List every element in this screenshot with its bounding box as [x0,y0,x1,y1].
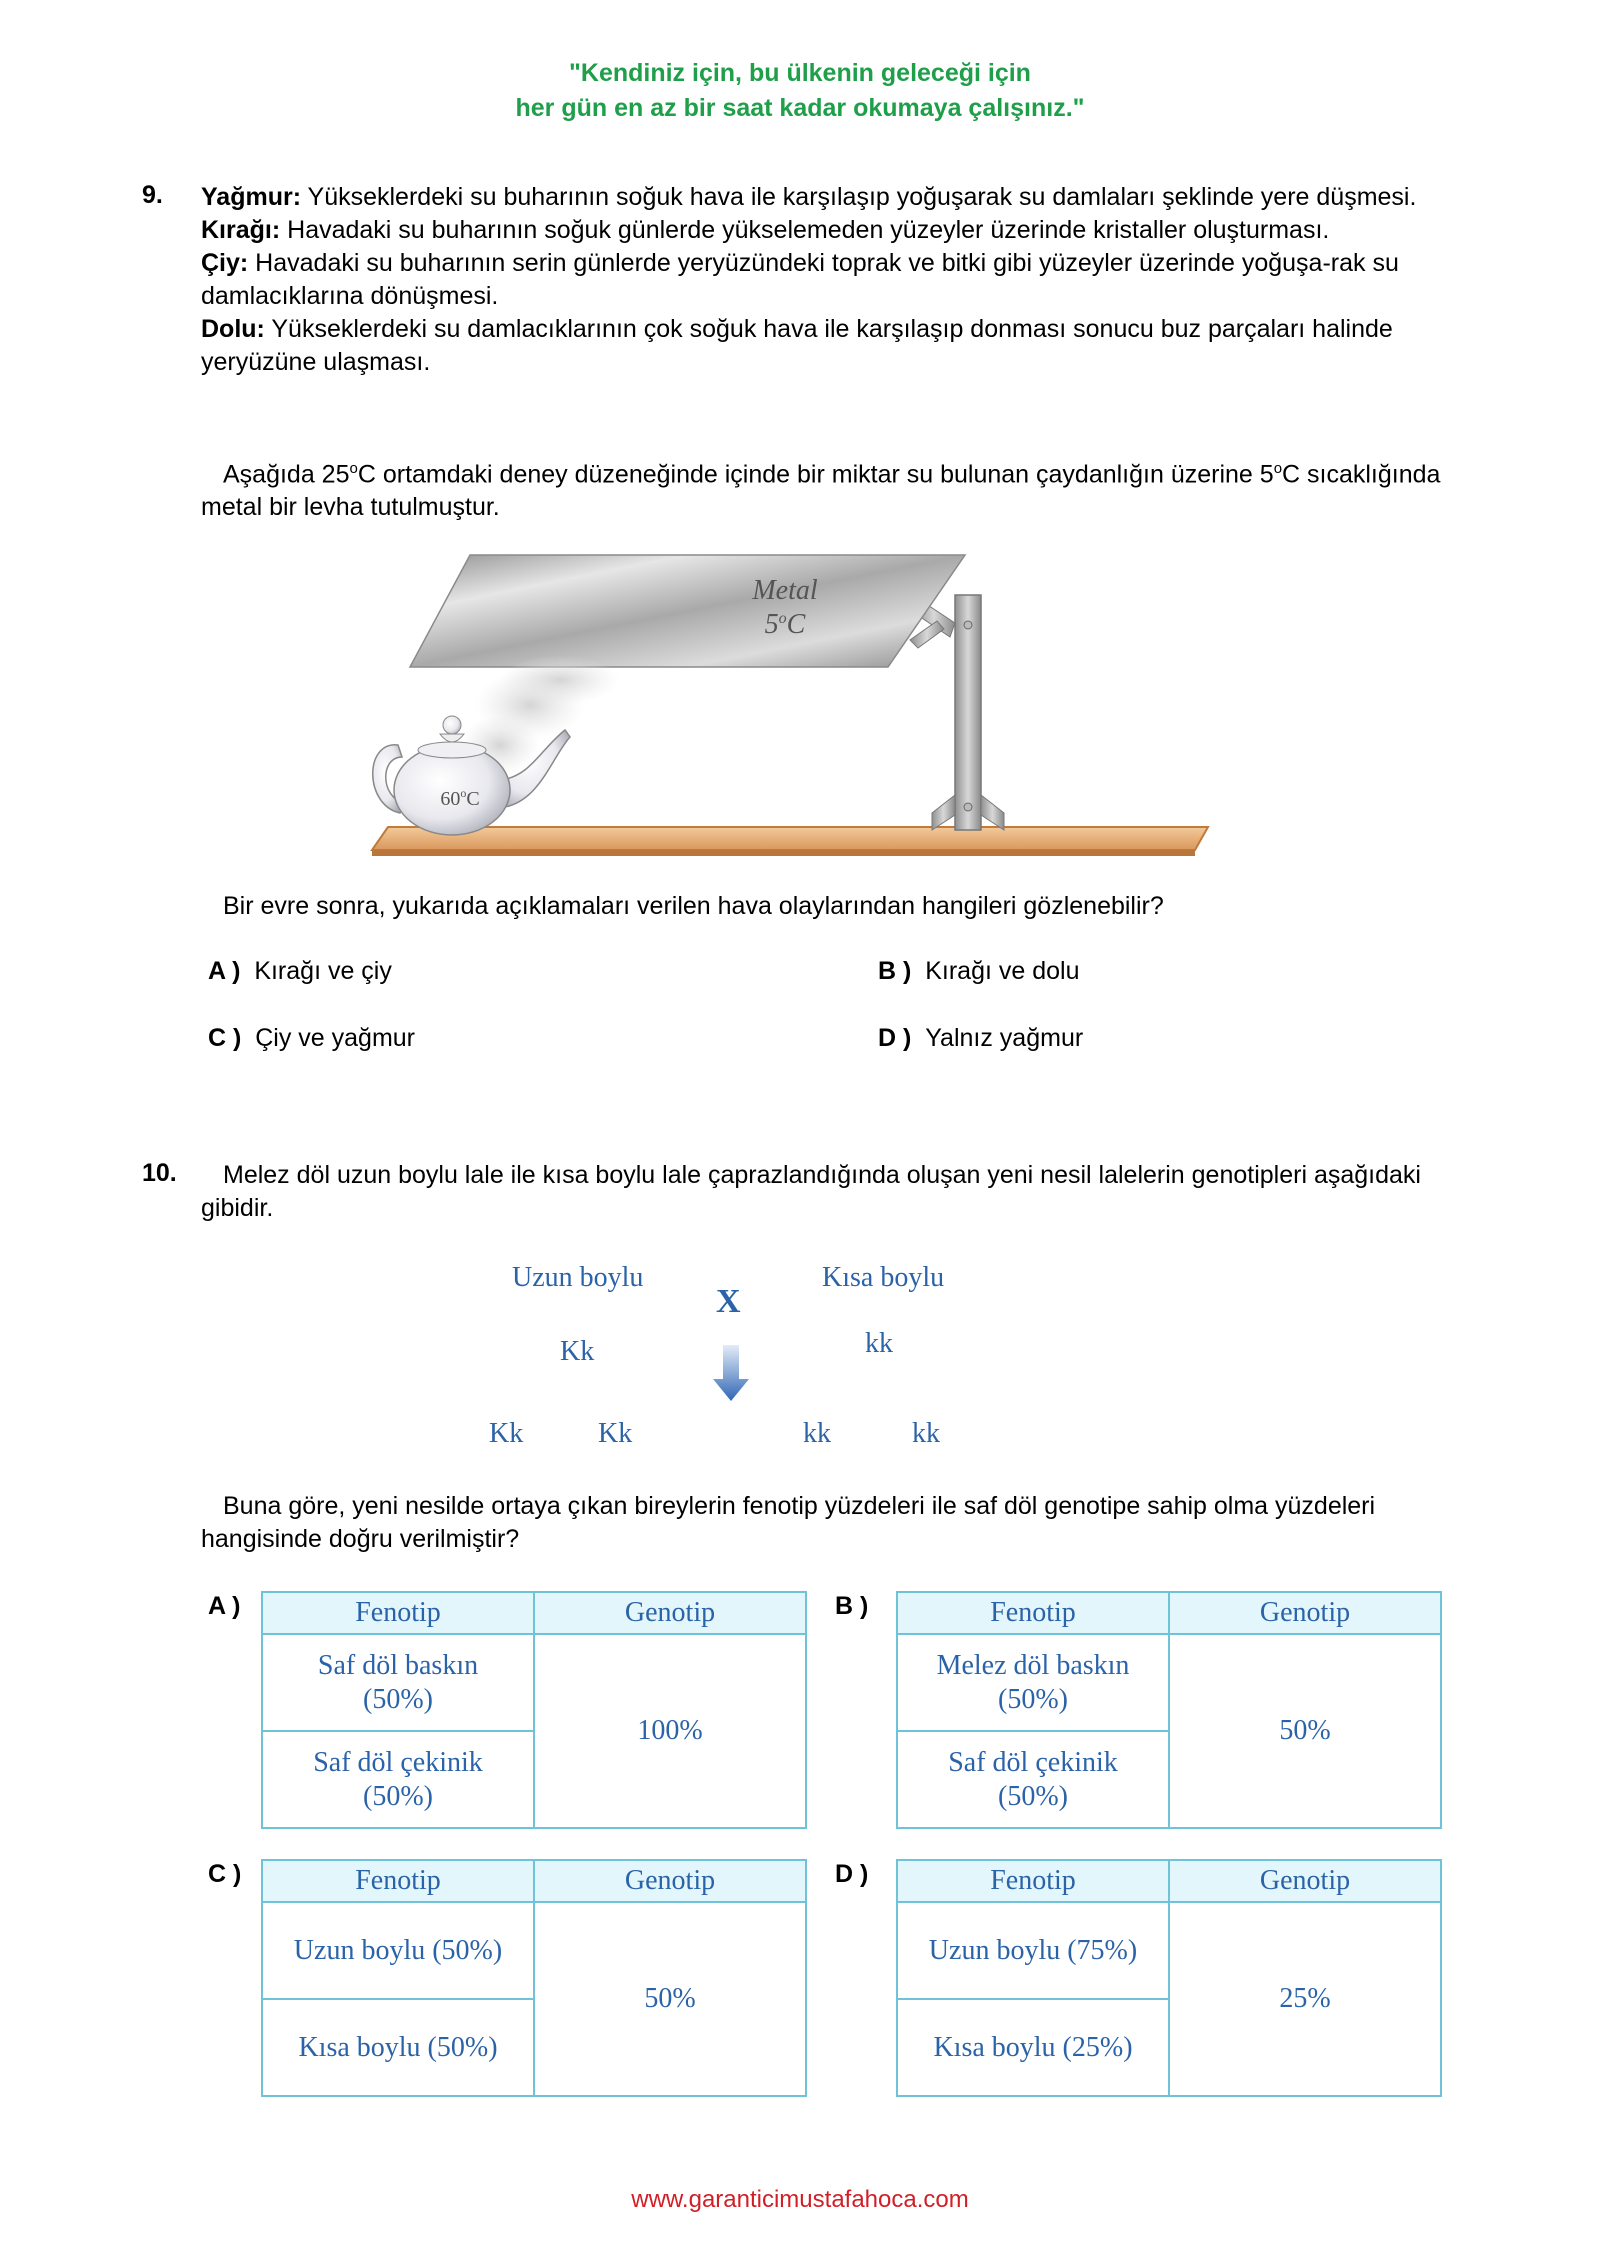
parent-1-genotype: Kk [560,1336,595,1367]
motto-line-1: "Kendiniz için, bu ülkenin geleceği için [569,59,1031,87]
question-9-prompt: Bir evre sonra, yukarıda açıklamaları verilen hava olaylarından hangileri gözlenebilir? [223,892,1164,920]
option-10-a-table[interactable] [261,1591,807,1829]
definition-yagmur: Yağmur: Yükseklerdeki su buharının soğuk hava ile karşılaşıp yoğuşarak su damlaları şeklinde yere düşmesi. [201,183,1417,211]
motto-line-2: her gün en az bir saat kadar okumaya çalışınız." [515,94,1085,122]
question-10-stem: Melez döl uzun boylu lale ile kısa boylu lale çaprazlandığında oluşan yeni nesil lalelerin genotipleri aşağıdaki gibidir. [201,1161,1421,1222]
phenotype-header: Fenotip [897,1860,1169,1902]
down-arrow-icon [711,1345,751,1401]
phenotype-row-2: Saf döl çekinik (50%) [897,1731,1169,1828]
metal-stand [910,595,1004,830]
definition-kiragi: Kırağı: Havadaki su buharının soğuk günlerde yükselemeden yüzeyler üzerinde kristaller oluşturması. [201,216,1330,244]
question-9-number: 9. [142,181,163,209]
kettle-temperature: 60$^o$C [440,786,480,810]
offspring-2: Kk [598,1418,633,1449]
cross-symbol: X [716,1283,741,1320]
experiment-figure [360,545,1210,875]
genotype-header: Genotip [1169,1860,1441,1902]
option-9-a[interactable]: A ) Kırağı ve çiy [208,957,392,985]
motto-header [0,56,1600,126]
option-10-d-letter: D ) [835,1860,869,1888]
genotype-value: 100% [534,1634,806,1828]
option-10-b-letter: B ) [835,1592,869,1620]
genotype-value: 50% [1169,1634,1441,1828]
footer-link[interactable]: www.garanticimustafahoca.com [631,2186,969,2213]
definition-ciy: Çiy: Havadaki su buharının serin günlerde yeryüzündeki toprak ve bitki gibi yüzeyler üzerinde yoğuşa-rak su damlacıklarına dönüşmesi. [201,249,1399,310]
genotype-value: 25% [1169,1902,1441,2096]
metal-label: Metal [752,575,818,606]
option-9-c[interactable]: C ) Çiy ve yağmur [208,1024,415,1052]
option-10-c-letter: C ) [208,1860,242,1888]
metal-plate [410,555,965,667]
option-9-b[interactable]: B ) Kırağı ve dolu [878,957,1080,985]
phenotype-row-2: Kısa boylu (25%) [897,1999,1169,2096]
wooden-board [372,827,1208,856]
parent-1-label: Uzun boylu [512,1262,644,1293]
definition-dolu: Dolu: Yükseklerdeki su damlacıklarının çok soğuk hava ile karşılaşıp donması sonucu buz parçaları halinde yeryüzüne ulaşması. [201,315,1393,376]
offspring-3: kk [803,1418,831,1449]
experiment-intro: Aşağıda 25$^o$C ortamdaki deney düzeneğinde içinde bir miktar su bulunan çaydanlığın üzerine 5$^o$C sıcaklığında metal bir levha tutulmuştur. [201,460,1441,522]
parent-2-genotype: kk [865,1328,893,1359]
phenotype-row-1: Saf döl baskın (50%) [262,1634,534,1731]
parent-2-label: Kısa boylu [822,1262,945,1293]
option-9-d[interactable]: D ) Yalnız yağmur [878,1024,1084,1052]
phenotype-row-1: Uzun boylu (50%) [262,1902,534,1999]
option-10-d-table[interactable] [896,1859,1442,2097]
phenotype-row-2: Kısa boylu (50%) [262,1999,534,2096]
metal-temperature: 5$^o$C [764,609,806,640]
phenotype-header: Fenotip [262,1860,534,1902]
phenotype-row-2: Saf döl çekinik (50%) [262,1731,534,1828]
question-9-definitions [201,181,1441,379]
question-10-number: 10. [142,1159,177,1187]
phenotype-header: Fenotip [262,1592,534,1634]
phenotype-row-1: Uzun boylu (75%) [897,1902,1169,1999]
option-10-c-table[interactable] [261,1859,807,2097]
genotype-header: Genotip [1169,1592,1441,1634]
phenotype-row-1: Melez döl baskın (50%) [897,1634,1169,1731]
genotype-header: Genotip [534,1860,806,1902]
offspring-4: kk [912,1418,940,1449]
question-10-prompt: Buna göre, yeni nesilde ortaya çıkan bireylerin fenotip yüzdeleri ile saf döl genotipe sahip olma yüzdeleri hangisinde doğru verilmiştir? [201,1492,1376,1553]
genotype-header: Genotip [534,1592,806,1634]
offspring-1: Kk [489,1418,524,1449]
phenotype-header: Fenotip [897,1592,1169,1634]
option-10-a-letter: A ) [208,1592,241,1620]
genotype-value: 50% [534,1902,806,2096]
option-10-b-table[interactable] [896,1591,1442,1829]
